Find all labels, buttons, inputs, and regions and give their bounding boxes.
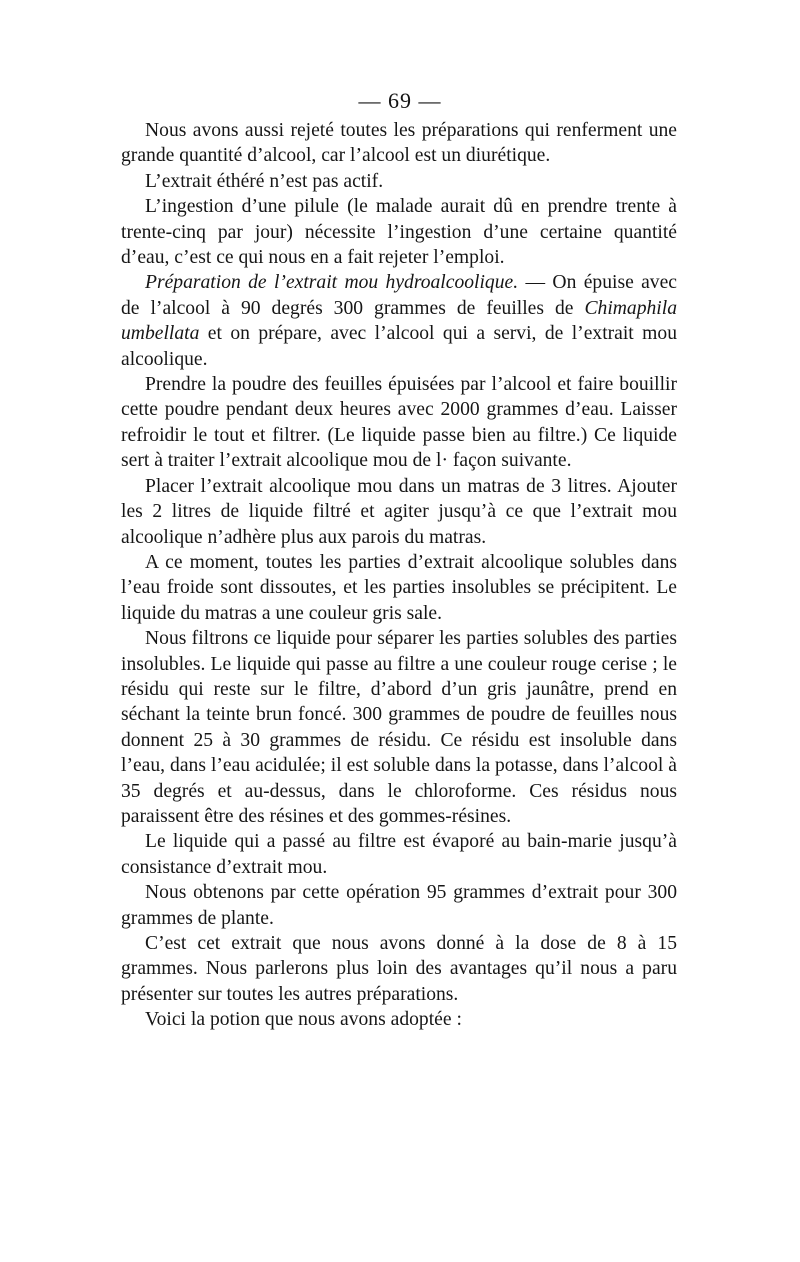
paragraph-yield: Nous obtenons par cette opération 95 grammes d’extrait pour 300 grammes de plante. xyxy=(121,882,677,929)
page-number: — 69 — xyxy=(358,88,442,113)
paragraph-boil-leaves: Prendre la poudre des feuilles épuisées par l’alcool et faire bouillir cette poudre pendant deux heures avec 2000 grammes d’eau. Laisser refroidir le tout et filtrer. (Le liquide passe bien au filtre.) Ce liquide sert à traiter l’extrait alcoolique mou de l· façon suivante. xyxy=(121,374,677,472)
paragraph-potion-intro: Voici la potion que nous avons adoptée : xyxy=(145,1009,462,1031)
paragraph-text: — On épuise avec de l’alcool à 90 degrés 300 grammes de feuilles de xyxy=(121,272,677,319)
paragraph-filtration: Nous filtrons ce liquide pour séparer les parties solubles des parties insolubles. Le liquide qui passe au filtre a une couleur rouge cerise ; le résidu qui reste sur le filtre, d’abord d’un gris jaunâtre, prend en séchant la teinte brun foncé. 300 grammes de poudre de feuilles nous donnent 25 à 30 grammes de résidu. Ce résidu est insoluble dans l’eau, dans l’eau acidulée; il est soluble dans la potasse, dans l’alcool à 35 degrés et au-dessus, dans le chloroforme. Ces résidus nous paraissent être des résines et des gommes-résines. xyxy=(121,628,677,827)
paragraph-matras: Placer l’extrait alcoolique mou dans un matras de 3 litres. Ajouter les 2 litres de liquide filtré et agiter jusqu’à ce que l’extrait mou alcoolique n’adhère plus aux parois du matras. xyxy=(121,475,677,548)
paragraph-pill-ingestion: L’ingestion d’une pilule (le malade aurait dû en prendre trente à trente-cinq par jour) nécessite l’ingestion d’une certaine quantité d’eau, c’est ce qui nous en a fait rejeter l’emploi. xyxy=(121,196,677,269)
plant-name: Chimaphila umbellata xyxy=(121,297,677,345)
paragraph-dissolution: A ce moment, toutes les parties d’extrait alcoolique solubles dans l’eau froide sont dissoutes, et les parties insolubles se précipitent. Le liquide du matras a une couleur gris sale. xyxy=(121,551,677,624)
paragraph-text: et on prépare, avec l’alcool qui a servi, de l’extrait mou alcoolique. xyxy=(121,323,677,370)
paragraph-ether-extract: L’extrait éthéré n’est pas actif. xyxy=(145,170,384,192)
paragraph-alcohol-rejected: Nous avons aussi rejeté toutes les préparations qui renferment une grande quantité d’alcool, car l’alcool est un diurétique. xyxy=(121,120,677,167)
page-body xyxy=(121,118,677,1033)
paragraph-dosage: C’est cet extrait que nous avons donné à la dose de 8 à 15 grammes. Nous parlerons plus loin des avantages qu’il nous a paru présenter sur toutes les autres préparations. xyxy=(121,933,677,1005)
paragraph-evaporation: Le liquide qui a passé au filtre est évaporé au bain-marie jusqu’à consistance d’extrait mou. xyxy=(121,831,677,878)
section-heading: Préparation de l’extrait mou hydroalcoolique. xyxy=(145,272,519,294)
paragraph-extract-preparation xyxy=(121,270,677,372)
